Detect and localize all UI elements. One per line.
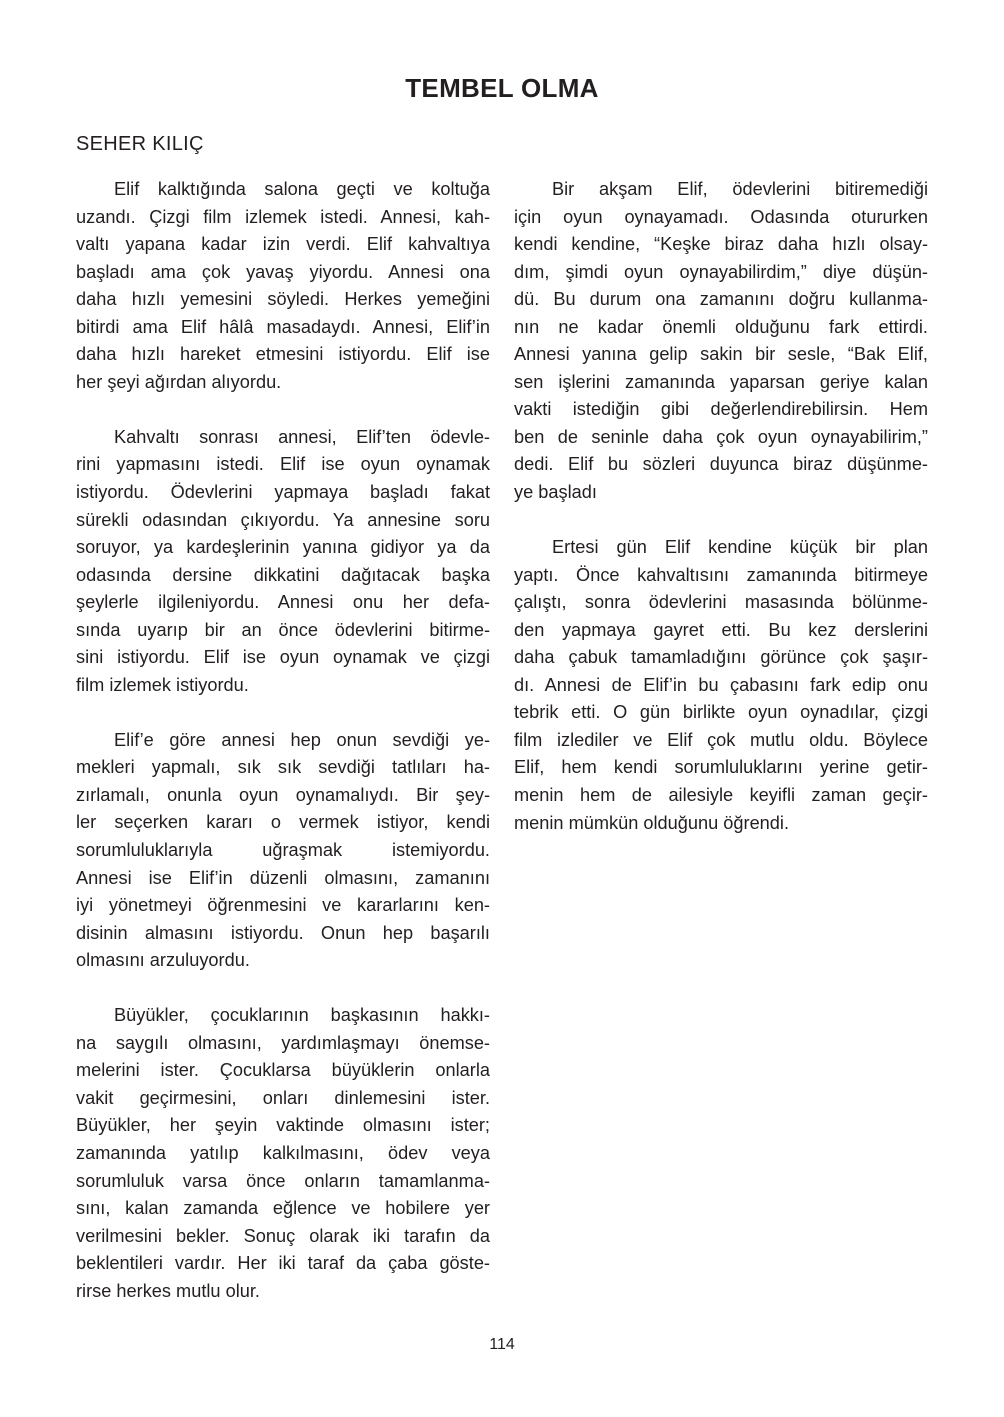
text-line: verilmesini bekler. Sonuç olarak iki tarafın da (76, 1225, 490, 1246)
text-line: mekleri yapmalı, sık sık sevdiği tatlıları ha- (76, 757, 490, 778)
text-line: dı. Annesi de Elif’in bu çabasını fark edip onu (514, 674, 928, 695)
text-line: sını, kalan zamanda eğlence ve hobilere yer (76, 1198, 490, 1219)
text-line: başladı ama çok yavaş yiyordu. Annesi ona (76, 261, 490, 282)
text-line: için oyun oynayamadı. Odasında otururken (514, 206, 928, 227)
body-paragraph (76, 727, 490, 975)
text-line: Büyükler, çocuklarının başkasının hakkı- (114, 1005, 490, 1026)
text-line: Annesi ise Elif’in düzenli olmasını, zamanını (76, 867, 490, 888)
text-line: dım, şimdi oyun oynayabilirdim,” diye düşün- (514, 261, 928, 282)
text-line: uzandı. Çizgi film izlemek istedi. Annesi, kah- (76, 206, 490, 227)
text-line: Ertesi gün Elif kendine küçük bir plan (552, 537, 928, 558)
text-line: daha çabuk tamamladığını görünce çok şaşır- (514, 647, 928, 668)
text-line: dü. Bu durum ona zamanını doğru kullanma- (514, 289, 928, 310)
right-column (514, 176, 928, 865)
text-line: Annesi yanına gelip sakin bir sesle, “Bak Elif, (514, 344, 928, 365)
text-line: sında uyarıp bir an önce ödevlerini bitirme- (76, 619, 490, 640)
body-paragraph (514, 534, 928, 837)
body-paragraph (514, 176, 928, 507)
text-line: na saygılı olmasını, yardımlaşmayı önemse- (76, 1032, 490, 1053)
text-line: yaptı. Önce kahvaltısını zamanında bitirmeye (514, 564, 928, 585)
text-line: menin mümkün olduğunu öğrendi. (514, 812, 790, 833)
left-column (76, 176, 490, 1333)
text-line: disinin almasını istiyordu. Onun hep başarılı (76, 922, 490, 943)
text-line: Elif, hem kendi sorumluluklarını yerine getir- (514, 757, 928, 778)
text-line: sorumluluk varsa önce onların tamamlanma- (76, 1170, 490, 1191)
text-line: melerini ister. Çocuklarsa büyüklerin onlarla (76, 1060, 490, 1081)
text-line: nın ne kadar önemli olduğunu fark ettirdi. (514, 316, 928, 337)
text-line: rirse herkes mutlu olur. (76, 1280, 260, 1301)
text-line: vakti istediğin gibi değerlendirebilirsin. Hem (514, 399, 928, 420)
text-line: valtı yapana kadar izin verdi. Elif kahvaltıya (76, 234, 490, 255)
text-line: daha hızlı yemesini söyledi. Herkes yemeğini (76, 289, 490, 310)
text-line: daha hızlı hareket etmesini istiyordu. Elif ise (76, 344, 490, 365)
text-line: istiyordu. Ödevlerini yapmaya başladı fakat (76, 481, 490, 502)
text-line: zırlamalı, onunla oyun oynamalıydı. Bir şey- (76, 784, 490, 805)
text-line: tebrik etti. O gün birlikte oyun oynadılar, çizgi (514, 702, 928, 723)
text-line: iyi yönetmeyi öğrenmesini ve kararlarını ken- (76, 895, 490, 916)
text-line: sürekli odasından çıkıyordu. Ya annesine soru (76, 509, 490, 530)
text-line: ye başladı (514, 482, 597, 503)
text-line: sorumluluklarıyla uğraşmak istemiyordu. (76, 840, 490, 861)
text-line: Büyükler, her şeyin vaktinde olmasını ister; (76, 1115, 490, 1136)
page-number: 114 (489, 1336, 515, 1353)
text-line: Kahvaltı sonrası annesi, Elif’ten ödevle- (114, 426, 490, 447)
text-line: ben de seninle daha çok oyun oynayabilirim,” (514, 426, 928, 447)
text-line: vakit geçirmesini, onları dinlemesini ister. (76, 1087, 490, 1108)
text-line: ler seçerken kararı o vermek istiyor, kendi (76, 812, 490, 833)
text-line: sini istiyordu. Elif ise oyun oynamak ve çizgi (76, 647, 490, 668)
text-line: kendi kendine, “Keşke biraz daha hızlı olsay- (514, 234, 928, 255)
body-paragraph (76, 1002, 490, 1305)
page-title: TEMBEL OLMA (405, 73, 599, 103)
text-line: sen işlerini zamanında yaparsan geriye kalan (514, 371, 928, 392)
text-line: beklentileri vardır. Her iki taraf da çaba göste- (76, 1253, 490, 1274)
body-paragraph (76, 424, 490, 699)
text-line: dedi. Elif bu sözleri duyunca biraz düşünme- (514, 454, 928, 475)
text-line: den yapmaya gayret etti. Bu kez derslerini (514, 619, 928, 640)
text-line: zamanında yatılıp kalkılmasını, ödev veya (76, 1143, 490, 1163)
text-line: film izlediler ve Elif çok mutlu oldu. Böylece (514, 729, 928, 750)
text-line: olmasını arzuluyordu. (76, 950, 250, 971)
text-line: rini yapmasını istedi. Elif ise oyun oynamak (76, 454, 490, 475)
text-line: her şeyi ağırdan alıyordu. (76, 371, 282, 392)
text-line: Elif kalktığında salona geçti ve koltuğa (114, 179, 490, 199)
text-line: menin hem de ailesiyle keyifli zaman geçir- (514, 784, 928, 805)
body-paragraph (76, 176, 490, 396)
text-line: odasında dersine dikkatini dağıtacak başka (76, 564, 490, 585)
author-name: SEHER KILIÇ (76, 133, 204, 155)
text-line: Bir akşam Elif, ödevlerini bitiremediği (552, 179, 928, 199)
text-line: bitirdi ama Elif hâlâ masadaydı. Annesi, Elif’in (76, 316, 490, 337)
text-line: çalıştı, sonra ödevlerini masasında bölünme- (514, 592, 928, 613)
text-line: film izlemek istiyordu. (76, 674, 249, 695)
text-line: şeylerle ilgileniyordu. Annesi onu her defa- (76, 592, 490, 613)
text-line: Elif’e göre annesi hep onun sevdiği ye- (114, 729, 490, 750)
text-line: soruyor, ya kardeşlerinin yanına gidiyor ya da (76, 537, 490, 558)
